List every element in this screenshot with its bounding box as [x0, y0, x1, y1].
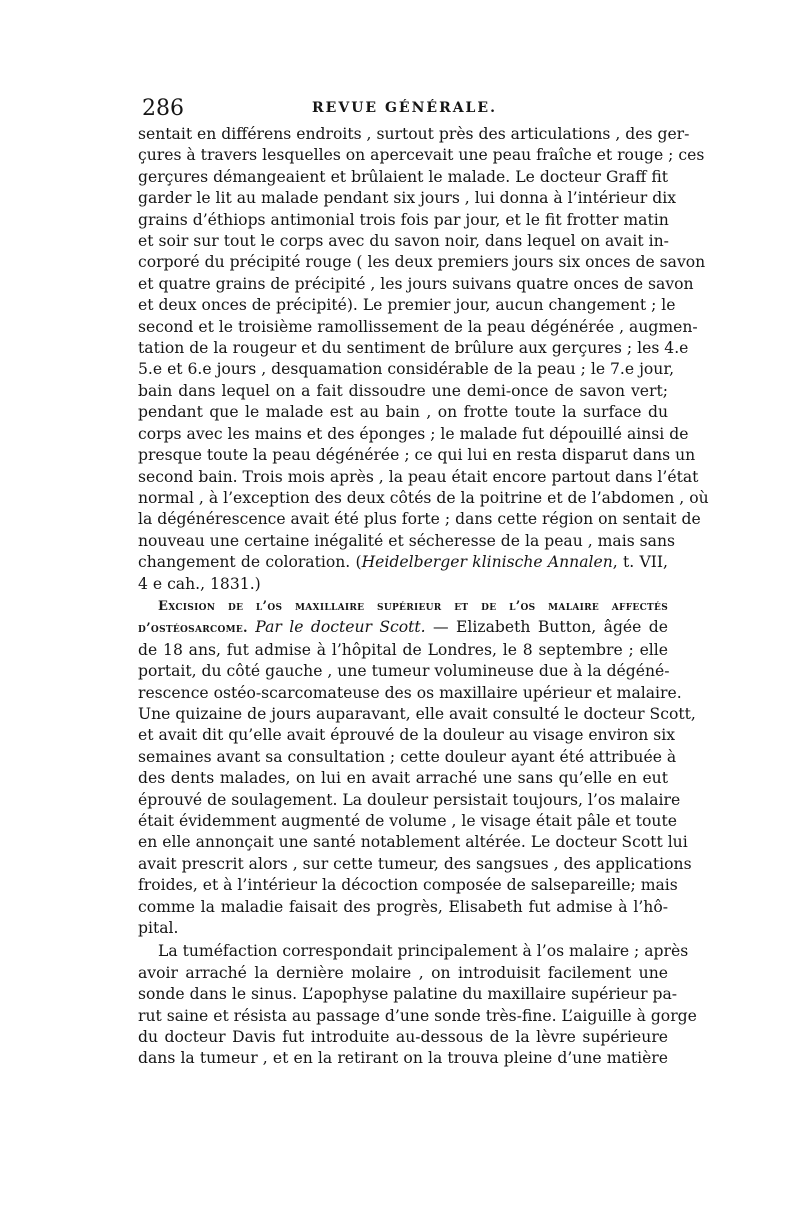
- paragraph-2: [138, 595, 696, 940]
- text-line: rut saine et résista au passage d’une sonde très-fine. L’aiguille à gorge: [138, 1006, 697, 1025]
- text-line: corporé du précipité rouge ( les deux premiers jours six onces de savon: [138, 253, 706, 272]
- text-line: rescence ostéo-scarcomateuse des os maxillaire upérieur et malaire.: [138, 683, 682, 702]
- text-line: normal , à l’exception des deux côtés de la poitrine et de l’abdomen , où: [138, 488, 709, 507]
- text-line: gerçures démangeaient et brûlaient le malade. Le docteur Graff fit: [138, 167, 668, 186]
- text-line: du docteur Davis fut introduite au-dessous de la lèvre supérieure: [138, 1028, 668, 1047]
- text-line: grains d’éthiops antimonial trois fois par jour, et le fit frotter matin: [138, 210, 669, 229]
- text-line: et avait dit qu’elle avait éprouvé de la douleur au visage environ six: [138, 726, 676, 745]
- text-line: Une quizaine de jours auparavant, elle avait consulté le docteur Scott,: [138, 704, 696, 723]
- text-line: éprouvé de soulagement. La douleur persistait toujours, l’os malaire: [138, 790, 681, 809]
- paragraph-1: [138, 124, 709, 595]
- text-line: était évidemment augmenté de volume , le visage était pâle et toute: [138, 812, 677, 830]
- text-line: corps avec les mains et des éponges ; le malade fut dépouillé ainsi de: [138, 424, 689, 443]
- text-line: dans la tumeur , et en la retirant on la trouva pleine d’une matière: [138, 1049, 668, 1068]
- text-line: froides, et à l’intérieur la décoction composée de salsepareille; mais: [138, 876, 678, 895]
- citation-line: [138, 552, 668, 573]
- journal-title: Heidelberger klinische Annalen: [361, 553, 613, 572]
- text-line: comme la maladie faisait des progrès, Elisabeth fut admise à l’hô-: [138, 897, 668, 916]
- text-line: avait prescrit alors , sur cette tumeur, des sangsues , des applications: [138, 854, 692, 873]
- text-line: des dents malades, on lui en avait arraché une sans qu’elle en eut: [138, 769, 668, 788]
- text-line: second et le troisième ramollissement de la peau dégénérée , augmen-: [138, 317, 698, 336]
- text-line: la dégénérescence avait été plus forte ; dans cette région on sentait de: [138, 510, 701, 529]
- paragraph-end: pital.: [138, 919, 179, 938]
- article-author: Par le docteur Scott.: [255, 618, 426, 637]
- running-title: REVUE GÉNÉRALE.: [312, 100, 497, 116]
- article-heading-end: d’ostéosarcome.: [138, 621, 248, 637]
- text-line: pendant que le malade est au bain , on frotte toute la surface du: [138, 403, 668, 422]
- article-heading: Excision de l’os maxillaire supérieur et de l’os malaire affectés: [158, 598, 668, 614]
- article-first-line-text: — Elizabeth Button, âgée de: [433, 618, 668, 637]
- text-line: çures à travers lesquelles on apercevait une peau fraîche et rouge ; ces: [138, 146, 705, 165]
- text-line: avoir arraché la dernière molaire , on introduisit facilement une: [138, 963, 668, 982]
- text-line: second bain. Trois mois après , la peau était encore partout dans l’état: [138, 467, 699, 486]
- text-line: bain dans lequel on a fait dissoudre une demi-once de savon vert;: [138, 381, 668, 400]
- text-line: presque toute la peau dégénérée ; ce qui lui en resta disparut dans un: [138, 446, 696, 465]
- body-text: [138, 124, 709, 1070]
- text-line: de 18 ans, fut admise à l’hôpital de Londres, le 8 septembre ; elle: [138, 640, 668, 659]
- citation-volume: , t. VII,: [612, 553, 668, 572]
- text-line: nouveau une certaine inégalité et sécheresse de la peau , mais sans: [138, 531, 676, 550]
- page-number: 286: [142, 96, 184, 121]
- text-line: garder le lit au malade pendant six jours , lui donna à l’intérieur dix: [138, 189, 676, 208]
- text-line: tation de la rougeur et du sentiment de brûlure aux gerçures ; les 4.e: [138, 339, 689, 358]
- text-line: et deux onces de précipité). Le premier jour, aucun changement ; le: [138, 296, 676, 315]
- text-line: et soir sur tout le corps avec du savon noir, dans lequel on avait in-: [138, 232, 669, 251]
- page-header: [142, 96, 667, 124]
- text-line: semaines avant sa consultation ; cette douleur ayant été attribuée à: [138, 747, 677, 766]
- text-line: sonde dans le sinus. L’apophyse palatine du maxillaire supérieur pa-: [138, 985, 678, 1004]
- text-line: La tuméfaction correspondait principalement à l’os malaire ; après: [158, 942, 689, 961]
- text-line: portait, du côté gauche , une tumeur volumineuse due à la dégéné-: [138, 662, 670, 681]
- text-line: 5.e et 6.e jours , desquamation considérable de la peau ; le 7.e jour,: [138, 360, 675, 379]
- article-first-line: [138, 617, 668, 639]
- text-line: en elle annonçait une santé notablement altérée. Le docteur Scott lui: [138, 833, 688, 852]
- text-line: sentait en différens endroits , surtout près des articulations , des ger-: [138, 125, 690, 143]
- paragraph-3: [138, 941, 697, 1069]
- text-line: et quatre grains de précipité , les jours suivans quatre onces de savon: [138, 274, 694, 293]
- citation-tail: 4 e cah., 1831.): [138, 574, 261, 593]
- citation-lead: changement de coloration. (: [138, 553, 362, 572]
- article-heading-line: [138, 595, 668, 617]
